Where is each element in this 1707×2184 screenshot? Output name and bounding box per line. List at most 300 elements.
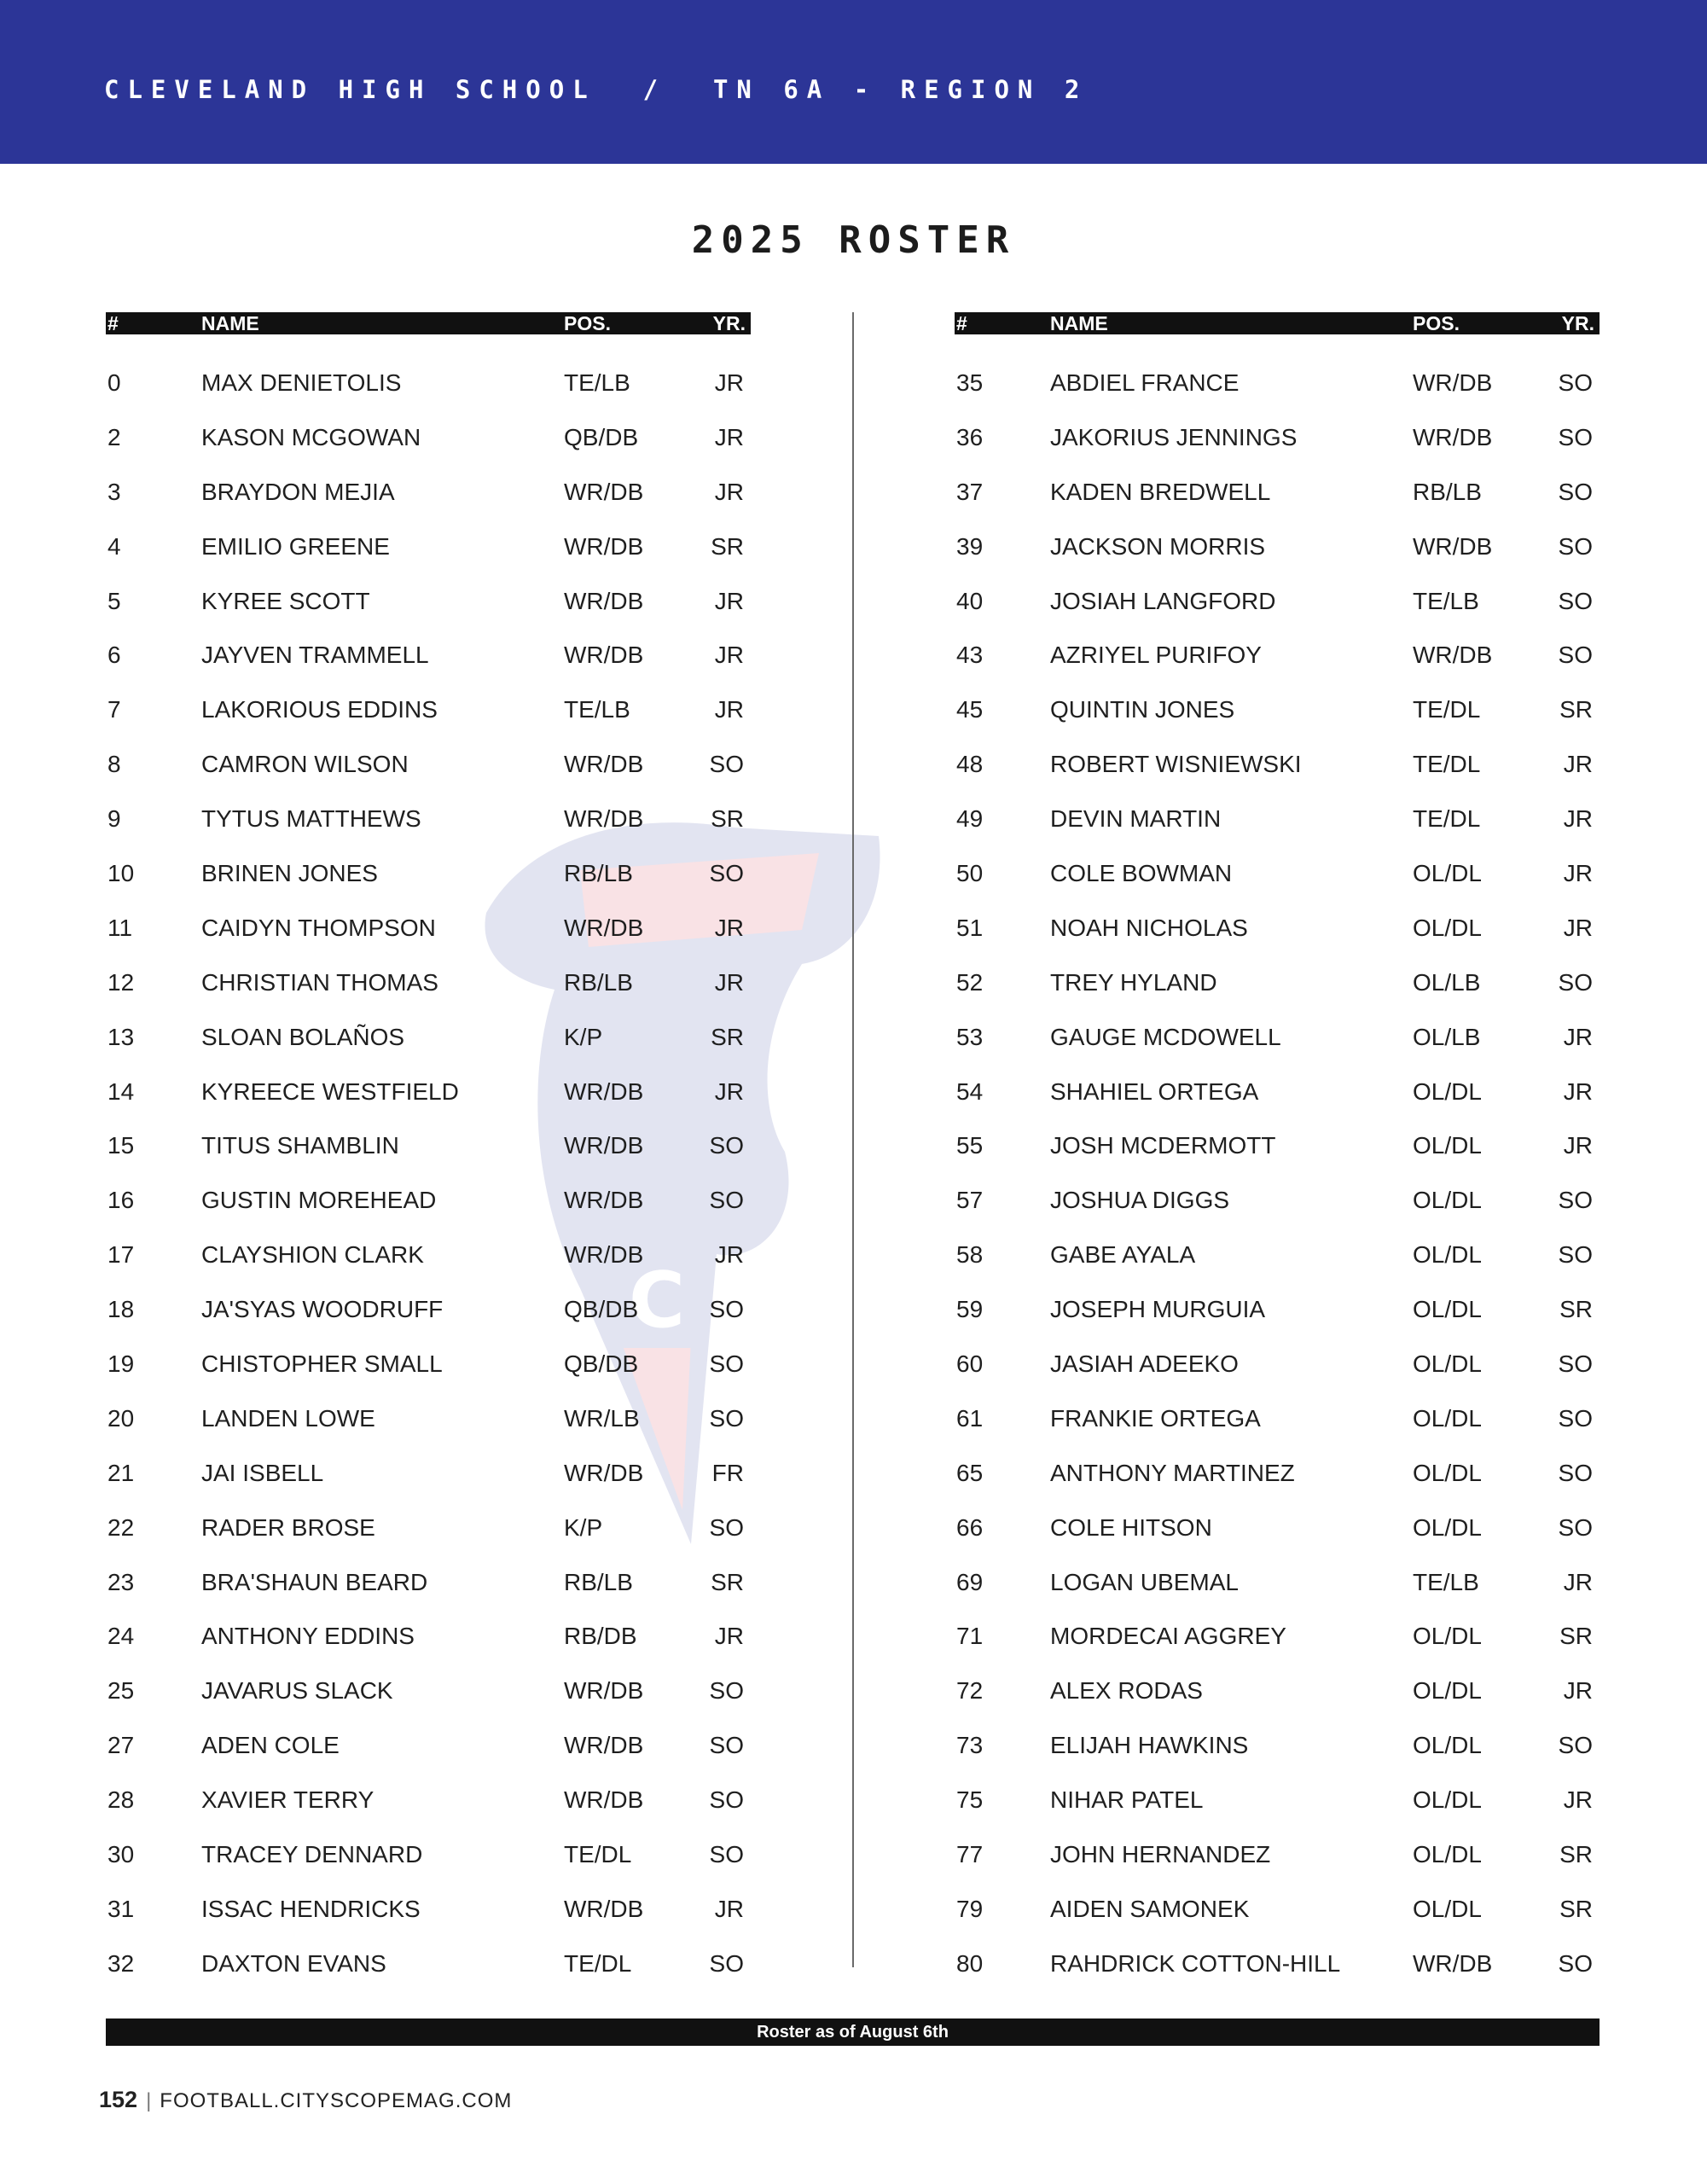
table-row [955,389,1600,450]
player-name: JOSHUA DIGGS [1050,1187,1230,1214]
player-name: ANTHONY MARTINEZ [1050,1459,1295,1486]
player-position: TE/LB [1413,587,1479,614]
roster-note: Roster as of August 6th [106,2018,1600,2046]
footer-separator: | [146,2089,152,2112]
table-row [955,1097,1600,1159]
table-row [106,1370,751,1432]
website-link[interactable]: FOOTBALL.CITYSCOPEMAG.COM [160,2089,513,2112]
player-year: JR [714,1623,744,1650]
player-year: JR [1563,1077,1593,1105]
player-year: SO [1558,478,1593,505]
player-number: 79 [956,1895,984,1922]
player-position: OL/DL [1413,1241,1482,1269]
table-row [106,389,751,450]
table-row [955,1479,1600,1541]
player-name: ANTHONY EDDINS [201,1623,415,1650]
player-name: RADER BROSE [201,1513,375,1541]
player-name: TRACEY DENNARD [201,1841,423,1868]
player-name: QUINTIN JONES [1050,696,1235,723]
header-title: CLEVELAND HIGH SCHOOL / TN 6A - REGION 2 [104,75,1089,104]
player-position: WR/DB [1413,369,1493,396]
player-position: OL/DL [1413,1786,1482,1814]
player-name: DAXTON EVANS [201,1949,386,1977]
player-name: RAHDRICK COTTON-HILL [1050,1949,1341,1977]
player-number: 53 [956,1023,984,1050]
player-year: JR [714,968,744,996]
player-year: SO [709,1350,744,1378]
player-year: SO [709,1513,744,1541]
col-name-header: NAME [1050,312,1108,334]
table-row [106,1316,751,1378]
table-row [955,1261,1600,1323]
table-row [955,1915,1600,1977]
player-number: 59 [956,1296,984,1323]
player-position: WR/DB [1413,423,1493,450]
column-divider [852,312,854,1967]
player-name: XAVIER TERRY [201,1786,374,1814]
player-year: SO [1558,423,1593,450]
player-position: QB/DB [564,1350,639,1378]
player-year: JR [1563,1132,1593,1159]
player-year: SO [1558,1513,1593,1541]
player-name: FRANKIE ORTEGA [1050,1404,1261,1432]
player-number: 21 [107,1459,135,1486]
player-year: SO [709,1132,744,1159]
player-position: K/P [564,1513,603,1541]
player-position: WR/DB [564,1732,644,1759]
table-row [955,1861,1600,1922]
table-row [106,989,751,1050]
player-number: 0 [107,369,121,396]
player-year: JR [1563,751,1593,778]
player-name: EMILIO GREENE [201,532,390,560]
player-name: LOGAN UBEMAL [1050,1568,1239,1595]
player-position: WR/DB [564,1077,644,1105]
table-row [106,1697,751,1759]
player-year: SO [1558,1949,1593,1977]
player-year: SO [1558,1350,1593,1378]
player-year: JR [1563,805,1593,833]
table-row [955,1806,1600,1868]
col-num-header: # [107,312,119,334]
player-year: JR [714,696,744,723]
player-name: GUSTIN MOREHEAD [201,1187,437,1214]
table-row [106,1751,751,1814]
player-name: NIHAR PATEL [1050,1786,1204,1814]
table-row [955,1425,1600,1486]
player-position: WR/DB [564,1786,644,1814]
player-number: 45 [956,696,984,723]
col-yr-header: YR. [712,312,746,334]
player-position: TE/LB [1413,1568,1479,1595]
player-number: 9 [107,805,121,833]
player-year: SO [1558,1241,1593,1269]
player-position: OL/DL [1413,1623,1482,1650]
player-position: OL/DL [1413,1895,1482,1922]
col-yr-header: YR. [1561,312,1594,334]
player-position: WR/DB [1413,642,1493,669]
player-year: SO [1558,642,1593,669]
player-position: OL/DL [1413,914,1482,941]
player-number: 40 [956,587,984,614]
table-row [106,1206,751,1269]
player-year: SR [1559,1623,1593,1650]
table-row [106,1806,751,1868]
player-number: 18 [107,1296,135,1323]
player-position: WR/DB [564,805,644,833]
player-name: KADEN BREDWELL [1050,478,1271,505]
player-number: 24 [107,1623,135,1650]
player-name: MAX DENIETOLIS [201,369,402,396]
player-year: SO [1558,968,1593,996]
player-year: SO [709,1404,744,1432]
table-row [955,661,1600,723]
player-year: SO [1558,1732,1593,1759]
player-position: WR/DB [564,587,644,614]
player-year: SO [1558,1404,1593,1432]
player-number: 72 [956,1677,984,1705]
player-position: OL/DL [1413,1677,1482,1705]
player-number: 75 [956,1786,984,1814]
player-name: BRA'SHAUN BEARD [201,1568,428,1595]
player-year: SR [1559,696,1593,723]
player-year: SO [709,860,744,887]
player-position: OL/DL [1413,1404,1482,1432]
player-number: 54 [956,1077,984,1105]
player-name: ABDIEL FRANCE [1050,369,1240,396]
player-position: TE/DL [564,1949,632,1977]
player-position: RB/LB [564,1568,633,1595]
player-year: JR [1563,1677,1593,1705]
player-name: CAMRON WILSON [201,751,409,778]
player-position: WR/DB [564,1132,644,1159]
page-number: 152 [99,2087,138,2112]
player-name: BRAYDON MEJIA [201,478,395,505]
player-name: JAVARUS SLACK [201,1677,393,1705]
player-name: JOHN HERNANDEZ [1050,1841,1271,1868]
player-number: 2 [107,423,121,450]
player-number: 60 [956,1350,984,1378]
table-row [106,716,751,778]
table-row [106,1861,751,1922]
player-position: OL/DL [1413,1350,1482,1378]
player-year: JR [1563,860,1593,887]
player-number: 28 [107,1786,135,1814]
player-name: JAYVEN TRAMMELL [201,642,429,669]
player-year: SO [1558,1187,1593,1214]
table-row [106,1097,751,1159]
player-position: TE/DL [1413,805,1481,833]
player-number: 52 [956,968,984,996]
player-year: SO [709,1732,744,1759]
player-position: WR/DB [564,914,644,941]
player-position: OL/DL [1413,1841,1482,1868]
player-name: JASIAH ADEEKO [1050,1350,1239,1378]
player-position: OL/LB [1413,1023,1481,1050]
page-title: 2025 ROSTER [691,218,1016,262]
player-number: 66 [956,1513,984,1541]
player-position: WR/DB [564,1895,644,1922]
player-name: MORDECAI AGGREY [1050,1623,1286,1650]
player-position: WR/DB [564,751,644,778]
header-band [0,0,1707,164]
player-position: OL/DL [1413,1077,1482,1105]
player-position: WR/DB [564,532,644,560]
player-number: 57 [956,1187,984,1214]
player-name: NOAH NICHOLAS [1050,914,1248,941]
player-year: JR [1563,1568,1593,1595]
player-year: SO [709,751,744,778]
player-year: SR [1559,1296,1593,1323]
page-footer [99,2087,512,2113]
player-number: 43 [956,642,984,669]
roster-rows-left [106,334,751,1977]
player-year: SR [711,1568,744,1595]
player-number: 3 [107,478,121,505]
table-row [106,444,751,505]
player-year: SO [1558,369,1593,396]
player-name: CHISTOPHER SMALL [201,1350,443,1378]
player-year: SO [709,1841,744,1868]
roster-rows-right [955,334,1600,1977]
player-position: WR/DB [564,1677,644,1705]
table-row [106,498,751,560]
col-pos-header: POS. [564,312,611,334]
player-year: JR [714,914,744,941]
player-position: OL/DL [1413,1187,1482,1214]
player-year: FR [711,1459,744,1486]
player-name: KYREECE WESTFIELD [201,1077,459,1105]
player-position: TE/DL [1413,751,1481,778]
table-row [955,498,1600,560]
player-year: JR [1563,1786,1593,1814]
player-name: TYTUS MATTHEWS [201,805,421,833]
player-name: BRINEN JONES [201,860,378,887]
player-number: 39 [956,532,984,560]
player-year: JR [714,369,744,396]
player-name: COLE BOWMAN [1050,860,1233,887]
player-name: AIDEN SAMONEK [1050,1895,1250,1922]
player-year: JR [714,1077,744,1105]
player-name: CHRISTIAN THOMAS [201,968,438,996]
player-number: 11 [107,914,133,941]
table-row [106,934,751,996]
player-name: KASON MCGOWAN [201,423,421,450]
player-position: TE/DL [1413,696,1481,723]
player-number: 20 [107,1404,135,1432]
table-row [106,334,751,396]
player-number: 16 [107,1187,135,1214]
table-row [106,1915,751,1977]
table-row [955,989,1600,1050]
player-name: JOSIAH LANGFORD [1050,587,1276,614]
player-number: 13 [107,1023,135,1050]
player-position: OL/DL [1413,1459,1482,1486]
player-name: ELIJAH HAWKINS [1050,1732,1249,1759]
table-row [955,444,1600,505]
player-position: OL/DL [1413,860,1482,887]
player-name: SLOAN BOLAÑOS [201,1023,405,1050]
player-number: 15 [107,1132,135,1159]
player-name: ALEX RODAS [1050,1677,1203,1705]
player-year: JR [1563,914,1593,941]
table-row [955,607,1600,669]
player-number: 32 [107,1949,135,1977]
watermark-letter: C [628,1256,686,1345]
player-year: JR [714,1241,744,1269]
player-position: RB/LB [564,860,633,887]
table-row [955,553,1600,614]
player-year: SO [1558,532,1593,560]
player-position: QB/DB [564,1296,639,1323]
table-row [955,334,1600,396]
player-position: WR/DB [564,478,644,505]
player-position: WR/DB [564,1459,644,1486]
player-position: OL/DL [1413,1296,1482,1323]
player-number: 25 [107,1677,135,1705]
player-year: SR [711,805,744,833]
player-year: SO [709,1187,744,1214]
table-row [106,1261,751,1323]
player-name: GAUGE MCDOWELL [1050,1023,1281,1050]
player-name: CLAYSHION CLARK [201,1241,424,1269]
player-position: TE/LB [564,369,630,396]
player-name: LANDEN LOWE [201,1404,375,1432]
player-year: SO [1558,1459,1593,1486]
col-name-header: NAME [201,312,259,334]
player-number: 8 [107,751,121,778]
player-number: 5 [107,587,121,614]
player-position: WR/DB [564,1187,644,1214]
player-name: JOSH MCDERMOTT [1050,1132,1276,1159]
table-row [955,770,1600,833]
player-name: SHAHIEL ORTEGA [1050,1077,1259,1105]
player-position: WR/DB [564,1241,644,1269]
roster-table-left [106,312,751,1977]
player-name: TREY HYLAND [1050,968,1217,996]
player-number: 7 [107,696,121,723]
player-name: DEVIN MARTIN [1050,805,1222,833]
table-row [955,716,1600,778]
table-row [106,770,751,833]
table-row [106,1642,751,1705]
table-header [106,312,751,334]
player-name: AZRIYEL PURIFOY [1050,642,1262,669]
table-row [955,1206,1600,1269]
player-position: WR/DB [564,642,644,669]
player-number: 48 [956,751,984,778]
player-year: SO [709,1677,744,1705]
player-name: JOSEPH MURGUIA [1050,1296,1266,1323]
player-number: 30 [107,1841,135,1868]
table-row [955,1534,1600,1595]
player-name: JACKSON MORRIS [1050,532,1266,560]
player-number: 14 [107,1077,135,1105]
table-row [955,1751,1600,1814]
table-row [106,1152,751,1214]
player-name: ROBERT WISNIEWSKI [1050,751,1302,778]
player-year: JR [714,1895,744,1922]
player-number: 17 [107,1241,135,1269]
player-position: RB/LB [564,968,633,996]
player-position: TE/DL [564,1841,632,1868]
table-row [955,1642,1600,1705]
player-name: JAKORIUS JENNINGS [1050,423,1298,450]
table-row [955,1588,1600,1650]
player-number: 61 [956,1404,984,1432]
player-number: 65 [956,1459,984,1486]
player-position: TE/LB [564,696,630,723]
player-position: RB/LB [1413,478,1482,505]
table-row [106,1534,751,1595]
table-row [955,880,1600,941]
col-num-header: # [956,312,967,334]
table-row [106,880,751,941]
player-year: SR [711,1023,744,1050]
player-name: LAKORIOUS EDDINS [201,696,438,723]
player-year: SO [709,1786,744,1814]
table-row [955,1697,1600,1759]
player-number: 6 [107,642,121,669]
table-row [955,1152,1600,1214]
player-number: 49 [956,805,984,833]
player-position: WR/DB [1413,532,1493,560]
player-name: ISSAC HENDRICKS [201,1895,421,1922]
player-position: OL/LB [1413,968,1481,996]
player-name: COLE HITSON [1050,1513,1212,1541]
table-row [955,934,1600,996]
player-number: 37 [956,478,984,505]
player-position: OL/DL [1413,1132,1482,1159]
player-name: JA'SYAS WOODRUFF [201,1296,444,1323]
table-row [955,1043,1600,1105]
table-row [106,825,751,887]
table-row [106,607,751,669]
player-position: OL/DL [1413,1513,1482,1541]
player-name: KYREE SCOTT [201,587,370,614]
table-row [955,1316,1600,1378]
player-number: 31 [107,1895,135,1922]
player-name: JAI ISBELL [201,1459,324,1486]
player-number: 22 [107,1513,135,1541]
player-name: CAIDYN THOMPSON [201,914,436,941]
roster-table-right [955,312,1600,1977]
player-year: SR [711,532,744,560]
table-row [955,825,1600,887]
table-row [106,1425,751,1486]
player-number: 71 [956,1623,984,1650]
player-name: GABE AYALA [1050,1241,1196,1269]
player-number: 23 [107,1568,135,1595]
player-position: WR/DB [1413,1949,1493,1977]
player-year: JR [714,642,744,669]
player-number: 58 [956,1241,984,1269]
player-position: RB/DB [564,1623,637,1650]
player-year: SO [709,1296,744,1323]
player-year: JR [714,478,744,505]
table-row [106,1479,751,1541]
player-year: JR [714,423,744,450]
player-position: QB/DB [564,423,639,450]
player-year: SO [709,1949,744,1977]
table-row [106,553,751,614]
player-number: 69 [956,1568,984,1595]
table-row [106,661,751,723]
player-year: JR [714,587,744,614]
player-number: 36 [956,423,984,450]
player-year: SO [1558,587,1593,614]
table-row [955,1370,1600,1432]
